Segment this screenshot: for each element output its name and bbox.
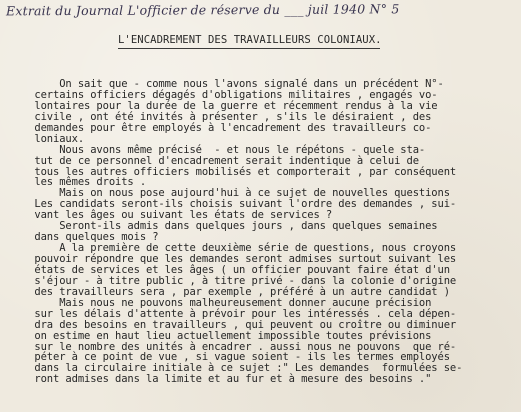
handwritten-header-note: Extrait du Journal L'officier de réserve du ___ juil 1940 N° 5 [5,1,400,19]
body-line: tut de ce personnel d'encadrement serait indentique à celui de [22,154,419,167]
body-line: états de services et les âges ( un officier pouvant faire état d'un [22,263,450,276]
body-line: vant les âges ou suivant les états de services ? [22,209,333,222]
body-line: Mais on nous pose aujourd'hui à ce sujet de nouvelles questions [22,187,450,200]
body-line: A la première de cette deuxième série de questions, nous croyons [22,242,457,255]
body-line: dans la circulaire initiale à ce sujet :" Les demandes formulées se- [22,362,463,375]
body-line: péter à ce point de vue , si vague soient - ils les termes employés [22,351,450,364]
body-line: lontaires pour la durée de la guerre et récemment rendus à la vie [22,99,438,112]
body-line: Seront-ils admis dans quelques jours , dans quelques semaines [22,220,438,233]
title-underline [118,48,380,49]
body-line: pouvoir répondre que les demandes seront admises surtout suivant les [22,253,457,265]
body-line: Mais nous ne pouvons malheureusement donner aucune précision [22,296,432,309]
body-line: On sait que - comme nous l'avons signalé dans un précédent N°- [22,78,444,90]
body-line: on estime en haut lieu actuellement impossible toutes prévisions [22,329,432,342]
body-line: dans quelques mois ? [22,231,159,244]
body-line: s'éjour - à titre public , à titre privé - dans la colonie d'origine [22,274,457,287]
body-line: ront admises dans la limite et au fur et à mesure des besoins ." [22,373,432,386]
body-line: sur les délais d'attente à prévoir pour les intéressés . cela dépen- [22,307,457,320]
body-line: les mêmes droits . [22,176,147,189]
body-line: des travailleurs sera , par exemple , préféré à un autre candidat ) [22,285,450,298]
body-line: Les candidats seront-ils choisis suivant l'ordre des demandes , sui- [22,198,457,211]
body-line: civile , ont été invités à présenter , s'ils le désiraient , des [22,110,432,123]
body-line: Nous avons même précisé - et nous le répétons - quele sta- [22,143,426,156]
document-title: L'ENCADREMENT DES TRAVAILLEURS COLONIAUX. [118,34,382,46]
body-line: dra des besoins en travailleurs , qui peuvent ou croître ou diminuer [22,318,457,331]
body-line: demandes pour être employés à l'encadrement des travailleurs co- [22,121,432,134]
body-line: sur le nombre des unités à encadrer . aussi nous ne pouvons que ré- [22,340,457,353]
body-line: loniaux. [22,132,85,145]
body-line: certains officiers dégagés d'obligations militaires , engagés vo- [22,88,438,101]
document-body [22,79,518,385]
body-line: tous les autres officiers mobilisés et comporterait , par conséquent [22,165,457,178]
